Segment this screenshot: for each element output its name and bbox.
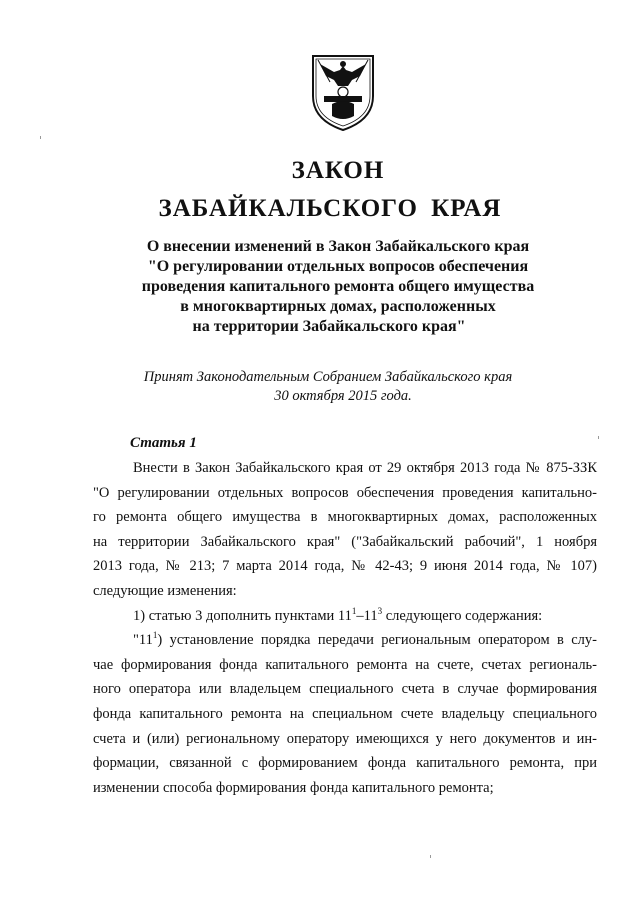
superscript: 1: [152, 630, 158, 641]
body-line: го ремонта общего имущества в многоквартирных домах, расположенных: [93, 509, 597, 526]
subtitle-line: проведения капитального ремонта общего имущества: [141, 278, 535, 295]
body-line: изменении способа формирования фонда капитального ремонта;: [93, 779, 494, 796]
body-line: следующие изменения:: [93, 582, 237, 599]
scan-mark: [40, 136, 41, 139]
body-line: фонда капитального ремонта на специальном счете владельцу специального: [93, 705, 597, 722]
subtitle-line: "О регулировании отдельных вопросов обеспечения: [147, 258, 529, 275]
body-line: Внести в Закон Забайкальского края от 29 октября 2013 года № 875-ЗЗК: [133, 460, 597, 476]
law-title: ЗАКОН: [291, 157, 385, 184]
superscript: 1: [351, 605, 357, 616]
region-title: ЗАБАЙКАЛЬСКОГО КРАЯ: [158, 195, 502, 222]
item-number: "11: [133, 632, 153, 649]
adoption-line: Принят Законодательным Собранием Забайкальского края: [143, 369, 513, 385]
item-11-1-first-line: [93, 628, 597, 653]
adoption-date: 30 октября 2015 года.: [274, 388, 412, 404]
body-line: чае формирования фонда капитального ремонта на счете, счетах региональ-: [93, 656, 597, 673]
body-line: формации, связанной с формированием фонда капитального ремонта, при: [93, 755, 597, 772]
subtitle-line: на территории Забайкальского края": [192, 318, 466, 335]
subtitle-line: О внесении изменений в Закон Забайкальского края: [146, 238, 530, 255]
article-body: [93, 456, 597, 800]
adoption-note: [0, 368, 640, 406]
item-text: ) установление порядка передачи региональным оператором в слу-: [157, 632, 597, 649]
law-subtitle: [0, 237, 640, 337]
subtitle-line: в многоквартирных домах, расположенных: [180, 298, 496, 315]
article-heading: Статья 1: [130, 435, 197, 451]
coat-of-arms-icon: [310, 52, 376, 132]
body-line: счета и (или) региональному оператору имеющихся у него документов и ин-: [93, 730, 597, 747]
body-line: 2013 года, № 213; 7 марта 2014 года, № 42-43; 9 июня 2014 года, № 107): [93, 558, 597, 575]
item-1-text: 1) статью 3 дополнить пунктами 11: [133, 607, 352, 624]
body-line: "О регулировании отдельных вопросов обеспечения проведения капитально-: [93, 484, 597, 501]
body-line: на территории Забайкальского края" ("Забайкальский рабочий", 1 ноября: [93, 533, 597, 550]
scan-mark: [598, 436, 599, 439]
item-1: [93, 604, 597, 629]
item-1-range: –11: [356, 607, 378, 624]
item-1-tail: следующего содержания:: [382, 607, 543, 624]
scan-mark: [430, 855, 431, 858]
body-line: ного оператора или владельцем специального счета в случае формирования: [93, 681, 597, 698]
superscript: 3: [377, 605, 383, 616]
